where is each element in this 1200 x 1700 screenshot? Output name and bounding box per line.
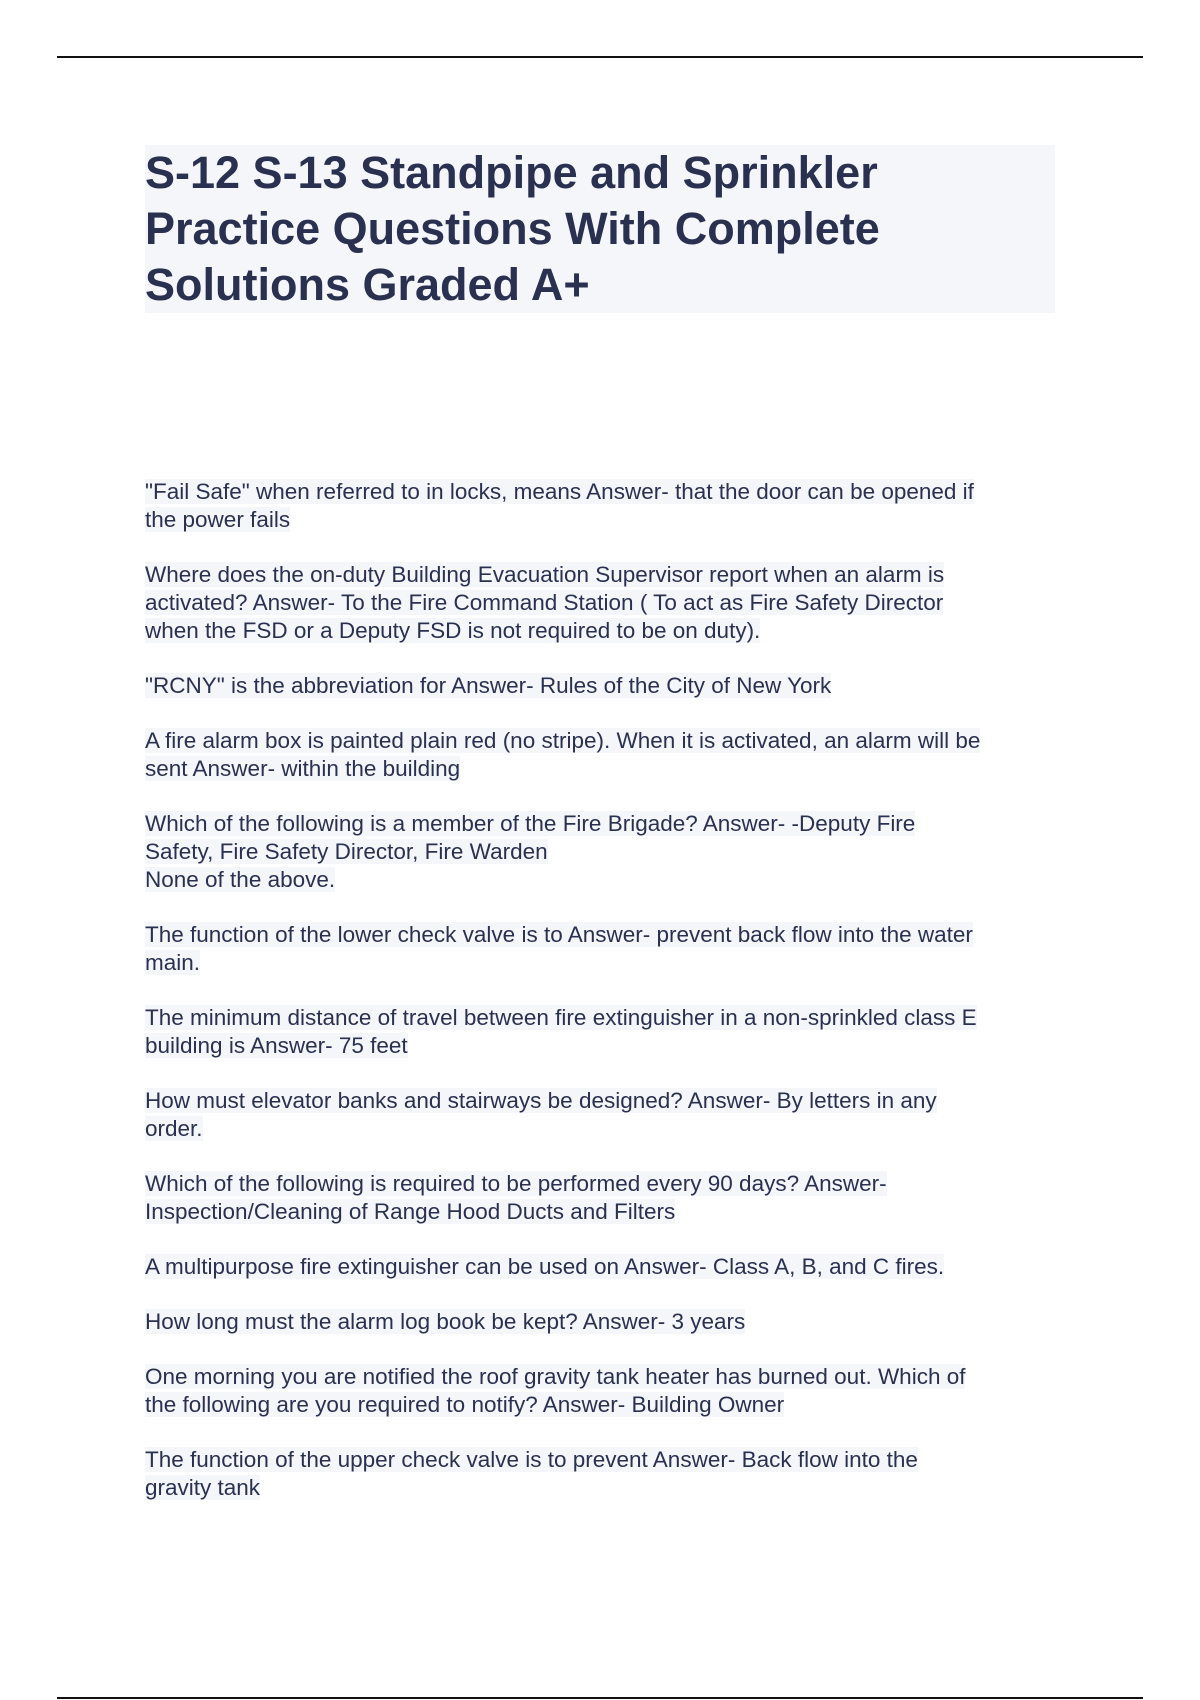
question-list: [145, 478, 1075, 1529]
qa-text: One morning you are notified the roof gravity tank heater has burned out. Which of the following are you required to notify? Answer- Building Owner: [145, 1364, 966, 1417]
qa-text: Which of the following is a member of the Fire Brigade? Answer- -Deputy Fire Safety, Fire Safety Director, Fire Warden None of the above.: [145, 811, 916, 892]
qa-item: [145, 561, 1075, 645]
qa-text: A multipurpose fire extinguisher can be used on Answer- Class A, B, and C fires.: [145, 1254, 945, 1279]
qa-item: [145, 727, 1075, 783]
qa-text: The function of the upper check valve is to prevent Answer- Back flow into the gravity tank: [145, 1447, 918, 1500]
top-rule: [57, 56, 1143, 58]
qa-text: Which of the following is required to be performed every 90 days? Answer- Inspection/Cleaning of Range Hood Ducts and Filters: [145, 1171, 887, 1224]
qa-item: [145, 478, 1075, 534]
qa-item: [145, 1004, 1075, 1060]
document-title: S-12 S-13 Standpipe and Sprinkler Practice Questions With Complete Solutions Graded A+: [145, 147, 880, 310]
qa-text: Where does the on-duty Building Evacuation Supervisor report when an alarm is activated? Answer- To the Fire Command Station ( To act as Fire Safety Director when the FSD or a Deputy FSD is not required to be on duty).: [145, 562, 945, 643]
qa-item: [145, 1308, 1075, 1336]
qa-text: How long must the alarm log book be kept? Answer- 3 years: [145, 1309, 746, 1334]
title-block: [145, 145, 1055, 313]
qa-item: [145, 1446, 1075, 1502]
qa-text: How must elevator banks and stairways be designed? Answer- By letters in any order.: [145, 1088, 937, 1141]
qa-item: [145, 1253, 1075, 1281]
qa-item: [145, 921, 1075, 977]
qa-text: The minimum distance of travel between fire extinguisher in a non-sprinkled class E building is Answer- 75 feet: [145, 1005, 977, 1058]
qa-item: [145, 1170, 1075, 1226]
qa-item: [145, 672, 1075, 700]
qa-text: "Fail Safe" when referred to in locks, means Answer- that the door can be opened if the power fails: [145, 479, 974, 532]
qa-item: [145, 1087, 1075, 1143]
bottom-rule: [57, 1697, 1143, 1699]
qa-item: [145, 1363, 1075, 1419]
qa-text: "RCNY" is the abbreviation for Answer- Rules of the City of New York: [145, 673, 832, 698]
qa-text: A fire alarm box is painted plain red (no stripe). When it is activated, an alarm will be sent Answer- within the building: [145, 728, 981, 781]
qa-item: [145, 810, 1075, 894]
qa-text: The function of the lower check valve is to Answer- prevent back flow into the water main.: [145, 922, 973, 975]
